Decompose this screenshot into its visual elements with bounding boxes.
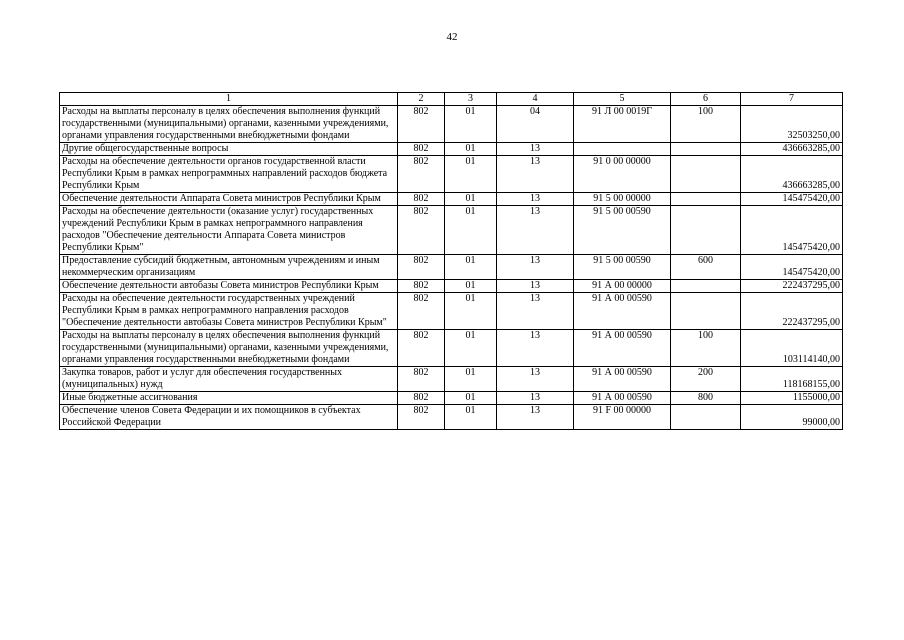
row-ved-cell: 802 <box>398 392 445 405</box>
row-target-article-cell: 91 А 00 00590 <box>574 293 671 330</box>
row-target-article-cell: 91 А 00 00590 <box>574 392 671 405</box>
row-subsection-cell: 13 <box>497 367 574 392</box>
row-target-article-cell: 91 0 00 00000 <box>574 156 671 193</box>
row-subsection-cell: 13 <box>497 405 574 430</box>
row-expense-type-cell <box>671 293 741 330</box>
row-subsection-cell: 13 <box>497 293 574 330</box>
row-amount-cell: 436663285,00 <box>741 143 843 156</box>
table-row <box>60 293 843 330</box>
row-amount-cell: 99000,00 <box>741 405 843 430</box>
table-row <box>60 206 843 255</box>
row-name-cell: Обеспечение членов Совета Федерации и их помощников в субъектах Российской Федерации <box>60 405 398 430</box>
row-section-cell: 01 <box>445 156 497 193</box>
table-row <box>60 280 843 293</box>
row-target-article-cell: 91 А 00 00590 <box>574 330 671 367</box>
header-col-4: 4 <box>497 93 574 106</box>
row-section-cell: 01 <box>445 193 497 206</box>
table-row <box>60 405 843 430</box>
row-subsection-cell: 04 <box>497 106 574 143</box>
row-target-article-cell: 91 А 00 00000 <box>574 280 671 293</box>
row-target-article-cell: 91 5 00 00590 <box>574 206 671 255</box>
row-amount-cell: 118168155,00 <box>741 367 843 392</box>
row-subsection-cell: 13 <box>497 392 574 405</box>
row-target-article-cell: 91 5 00 00590 <box>574 255 671 280</box>
row-ved-cell: 802 <box>398 255 445 280</box>
row-section-cell: 01 <box>445 330 497 367</box>
row-amount-cell: 1155000,00 <box>741 392 843 405</box>
row-section-cell: 01 <box>445 255 497 280</box>
table-row <box>60 193 843 206</box>
row-amount-cell: 145475420,00 <box>741 206 843 255</box>
row-expense-type-cell: 100 <box>671 330 741 367</box>
row-subsection-cell: 13 <box>497 255 574 280</box>
row-expense-type-cell: 800 <box>671 392 741 405</box>
row-expense-type-cell: 100 <box>671 106 741 143</box>
row-section-cell: 01 <box>445 405 497 430</box>
row-name-cell: Закупка товаров, работ и услуг для обеспечения государственных (муниципальных) нужд <box>60 367 398 392</box>
row-section-cell: 01 <box>445 143 497 156</box>
row-ved-cell: 802 <box>398 106 445 143</box>
header-col-7: 7 <box>741 93 843 106</box>
row-target-article-cell: 91 А 00 00590 <box>574 367 671 392</box>
row-amount-cell: 145475420,00 <box>741 255 843 280</box>
row-section-cell: 01 <box>445 106 497 143</box>
page-number: 42 <box>446 31 458 43</box>
row-target-article-cell: 91 Л 00 0019Г <box>574 106 671 143</box>
row-ved-cell: 802 <box>398 405 445 430</box>
row-expense-type-cell: 600 <box>671 255 741 280</box>
row-name-cell: Расходы на выплаты персоналу в целях обеспечения выполнения функций государственными (муниципальными) органами, казенными учреждениями, органами управления государственными внебюджетными фондами <box>60 330 398 367</box>
row-subsection-cell: 13 <box>497 280 574 293</box>
row-ved-cell: 802 <box>398 206 445 255</box>
row-name-cell: Расходы на обеспечение деятельности (оказание услуг) государственных учреждений Республики Крым в рамках непрограммного направления расходов "Обеспечение деятельности Аппарата Совета министров Республики Крым" <box>60 206 398 255</box>
row-amount-cell: 436663285,00 <box>741 156 843 193</box>
row-target-article-cell <box>574 143 671 156</box>
row-section-cell: 01 <box>445 392 497 405</box>
row-ved-cell: 802 <box>398 293 445 330</box>
row-section-cell: 01 <box>445 280 497 293</box>
row-ved-cell: 802 <box>398 367 445 392</box>
table-row <box>60 106 843 143</box>
row-name-cell: Иные бюджетные ассигнования <box>60 392 398 405</box>
row-subsection-cell: 13 <box>497 330 574 367</box>
row-expense-type-cell <box>671 193 741 206</box>
table-row <box>60 330 843 367</box>
row-name-cell: Расходы на обеспечение деятельности государственных учреждений Республики Крым в рамках непрограммного направления расходов "Обеспечение деятельности автобазы Совета министров Республики Крым" <box>60 293 398 330</box>
row-amount-cell: 103114140,00 <box>741 330 843 367</box>
row-expense-type-cell <box>671 280 741 293</box>
row-ved-cell: 802 <box>398 330 445 367</box>
row-ved-cell: 802 <box>398 193 445 206</box>
budget-table <box>59 92 843 430</box>
row-expense-type-cell <box>671 405 741 430</box>
table-row <box>60 143 843 156</box>
row-ved-cell: 802 <box>398 156 445 193</box>
row-section-cell: 01 <box>445 367 497 392</box>
row-subsection-cell: 13 <box>497 156 574 193</box>
header-col-1: 1 <box>60 93 398 106</box>
row-target-article-cell: 91 F 00 00000 <box>574 405 671 430</box>
header-col-5: 5 <box>574 93 671 106</box>
row-name-cell: Расходы на обеспечение деятельности органов государственной власти Республики Крым в рамках непрограммных направлений расходов бюджета Республики Крым <box>60 156 398 193</box>
row-ved-cell: 802 <box>398 280 445 293</box>
row-subsection-cell: 13 <box>497 143 574 156</box>
table-row <box>60 367 843 392</box>
row-amount-cell: 222437295,00 <box>741 280 843 293</box>
row-expense-type-cell <box>671 206 741 255</box>
header-col-3: 3 <box>445 93 497 106</box>
row-expense-type-cell <box>671 156 741 193</box>
header-row <box>60 93 843 106</box>
table-row <box>60 255 843 280</box>
row-target-article-cell: 91 5 00 00000 <box>574 193 671 206</box>
header-col-2: 2 <box>398 93 445 106</box>
row-ved-cell: 802 <box>398 143 445 156</box>
row-section-cell: 01 <box>445 293 497 330</box>
row-subsection-cell: 13 <box>497 206 574 255</box>
row-name-cell: Другие общегосударственные вопросы <box>60 143 398 156</box>
row-expense-type-cell <box>671 143 741 156</box>
table-header <box>60 93 843 106</box>
row-section-cell: 01 <box>445 206 497 255</box>
row-expense-type-cell: 200 <box>671 367 741 392</box>
row-name-cell: Обеспечение деятельности автобазы Совета министров Республики Крым <box>60 280 398 293</box>
row-name-cell: Расходы на выплаты персоналу в целях обеспечения выполнения функций государственными (муниципальными) органами, казенными учреждениями, органами управления государственными внебюджетными фондами <box>60 106 398 143</box>
row-amount-cell: 145475420,00 <box>741 193 843 206</box>
table-row <box>60 156 843 193</box>
table-row <box>60 392 843 405</box>
row-name-cell: Предоставление субсидий бюджетным, автономным учреждениям и иным некоммерческим организациям <box>60 255 398 280</box>
row-amount-cell: 32503250,00 <box>741 106 843 143</box>
row-amount-cell: 222437295,00 <box>741 293 843 330</box>
row-subsection-cell: 13 <box>497 193 574 206</box>
header-col-6: 6 <box>671 93 741 106</box>
row-name-cell: Обеспечение деятельности Аппарата Совета министров Республики Крым <box>60 193 398 206</box>
table-body <box>60 106 843 430</box>
